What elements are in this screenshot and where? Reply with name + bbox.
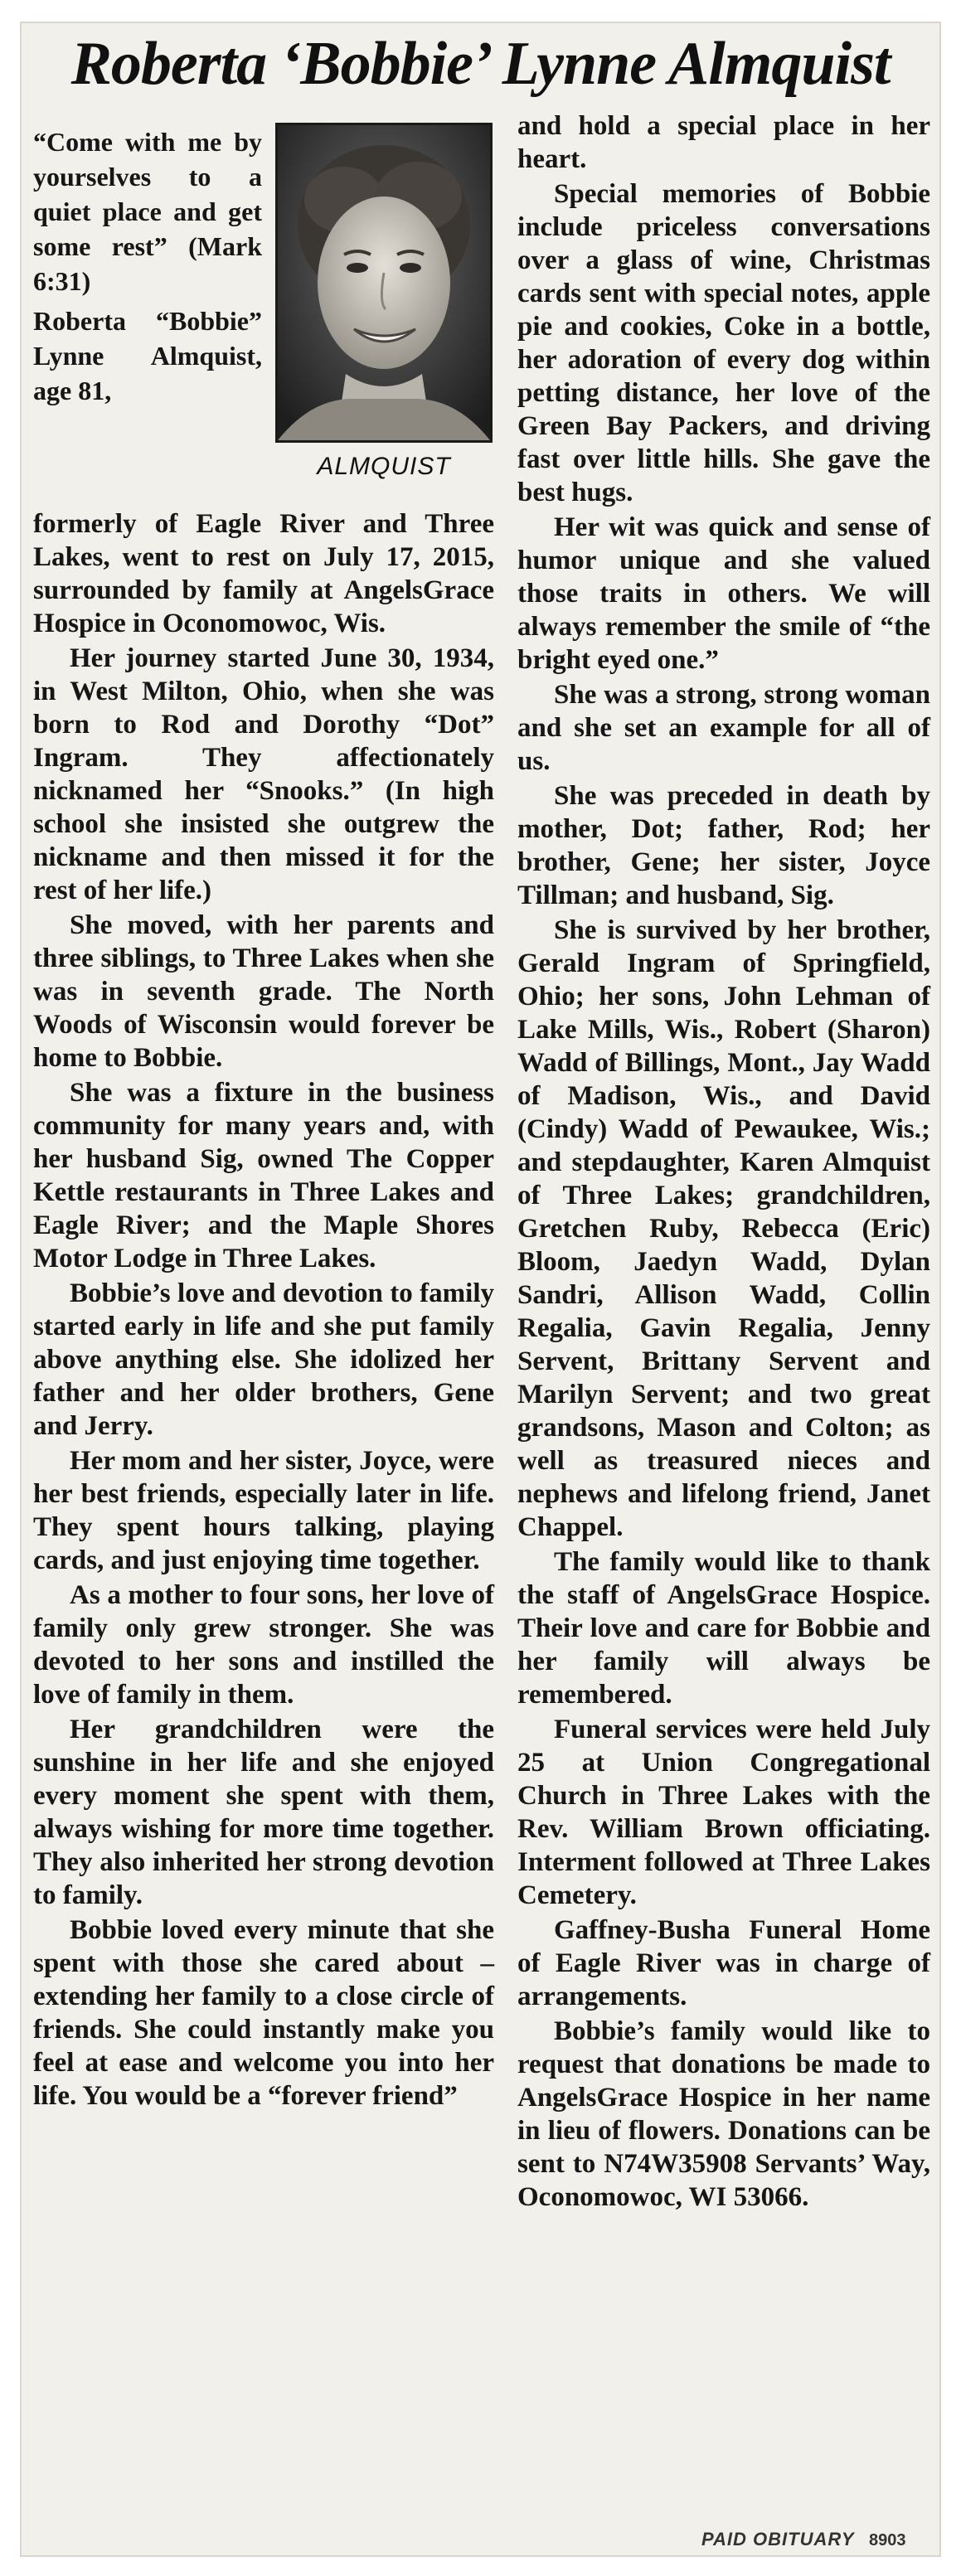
portrait-photo	[275, 123, 493, 443]
paragraph: Her journey started June 30, 1934, in West Milton, Ohio, when she was born to Rod and Dorothy “Dot” Ingram. They affectionately nicknamed her “Snooks.” (In high school she insisted she outgrew the nickname and then missed it for the rest of her life.)	[33, 643, 494, 905]
portrait-photo-icon	[278, 125, 490, 440]
paragraph: Bobbie’s family would like to request that donations be made to AngelsGrace Hospice in her name in lieu of flowers. Donations can be sent to N74W35908 Servants’ Way, Oconomowoc, WI 53066.	[517, 2016, 930, 2212]
photo-caption: ALMQUIST	[317, 453, 451, 480]
paragraph: Gaffney-Busha Funeral Home of Eagle River was in charge of arrangements.	[517, 1915, 930, 2011]
paragraph: She was a fixture in the business community for many years and, with her husband Sig, owned The Copper Kettle restaurants in Three Lakes and Eagle River; and the Maple Shores Motor Lodge in Three Lakes.	[33, 1078, 494, 1273]
paragraph: formerly of Eagle River and Three Lakes, went to rest on July 17, 2015, surrounded by family at AngelsGrace Hospice in Oconomowoc, Wis.	[33, 509, 494, 638]
paragraph: Bobbie’s love and devotion to family started early in life and she put family above anything else. She idolized her father and her older brothers, Gene and Jerry.	[33, 1278, 494, 1441]
intro-lead: Roberta “Bobbie” Lynne Almquist, age 81,	[33, 306, 262, 405]
paragraph: She was a strong, strong woman and she set an example for all of us.	[517, 680, 930, 776]
obituary-headline: Roberta ‘Bobbie’ Lynne Almquist	[70, 30, 891, 98]
paragraph: and hold a special place in her heart.	[517, 111, 930, 174]
paragraph: Funeral services were held July 25 at Union Congregational Church in Three Lakes with the Rev. William Brown officiating. Interment followed at Three Lakes Cemetery.	[517, 1715, 930, 1910]
obituary-clipping	[20, 22, 941, 2557]
paragraph: Special memories of Bobbie include priceless conversations over a glass of wine, Christmas cards sent with special notes, apple pie and cookies, Coke in a bottle, her adoration of every dog within petting distance, her love of the Green Bay Packers, and driving fast over little hills. She gave the best hugs.	[517, 179, 930, 507]
paragraph: She was preceded in death by mother, Dot; father, Rod; her brother, Gene; her sister, Joyce Tillman; and husband, Sig.	[517, 781, 930, 910]
right-column	[517, 109, 930, 2214]
paragraph: Her mom and her sister, Joyce, were her best friends, especially later in life. They spent hours talking, playing cards, and just enjoying time together.	[33, 1446, 494, 1575]
paragraph: Bobbie loved every minute that she spent with those she cared about – extending her family to a close circle of friends. She could instantly make you feel at ease and welcome you into her life. You would be a “forever friend”	[33, 1915, 494, 2111]
paragraph: She moved, with her parents and three siblings, to Three Lakes when she was in seventh grade. The North Woods of Wisconsin would forever be home to Bobbie.	[33, 910, 494, 1073]
paid-obituary-tag: PAID OBITUARY	[701, 2529, 855, 2549]
left-column	[33, 507, 494, 2113]
intro-column	[33, 124, 262, 408]
paragraph: As a mother to four sons, her love of family only grew stronger. She was devoted to her sons and instilled the love of family in them.	[33, 1580, 494, 1710]
paragraph: Her grandchildren were the sunshine in her life and she enjoyed every moment she spent with them, always wishing for more time together. They also inherited her strong devotion to family.	[33, 1715, 494, 1910]
paragraph: Her wit was quick and sense of humor unique and she valued those traits in others. We will always remember the smile of “the bright eyed one.”	[517, 512, 930, 675]
paragraph: She is survived by her brother, Gerald Ingram of Springfield, Ohio; her sons, John Lehman of Lake Mills, Wis., Robert (Sharon) Wadd of Billings, Mont., Jay Wadd of Madison, Wis., and David (Cindy) Wadd of Pewaukee, Wis.; and stepdaughter, Karen Almquist of Three Lakes; grandchildren, Gretchen Ruby, Rebecca (Eric) Bloom, Jaedyn Wadd, Dylan Sandri, Allison Wadd, Collin Regalia, Gavin Regalia, Jenny Servent, Brittany Servent and Marilyn Servent; and two great grandsons, Mason and Colton; as well as treasured nieces and nephews and lifelong friend, Janet Chappel.	[517, 915, 930, 1542]
intro-quote: “Come with me by yourselves to a quiet place and get some rest” (Mark 6:31)	[33, 127, 262, 296]
paragraph: The family would like to thank the staff of AngelsGrace Hospice. Their love and care for Bobbie and her family will always be remembered.	[517, 1547, 930, 1710]
ad-code: 8903	[869, 2531, 906, 2549]
